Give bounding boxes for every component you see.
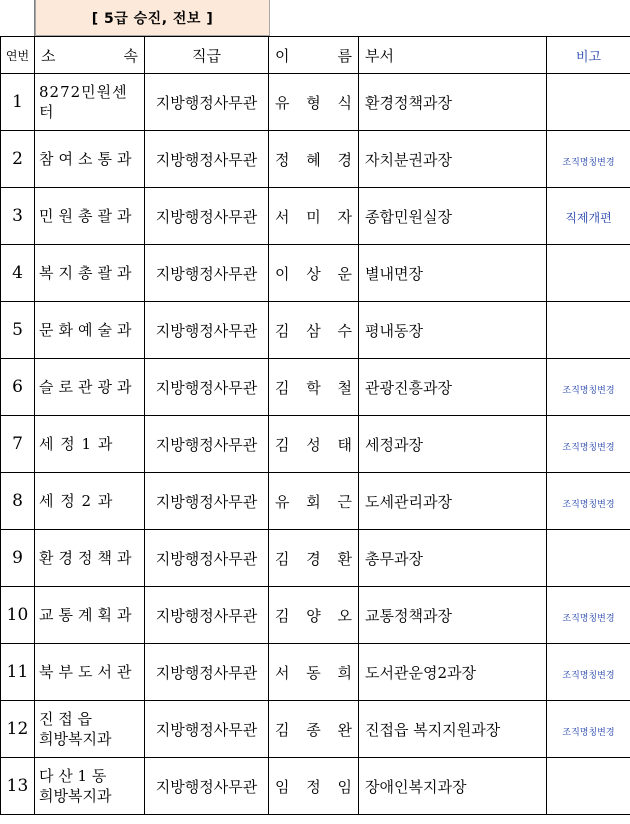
row-dept-text: 슬로관광과 — [39, 378, 137, 396]
row-name-text: 서 동 희 — [275, 663, 353, 682]
row-rank: 지방행정사무관 — [145, 644, 269, 701]
row-name — [269, 758, 359, 815]
row-note — [547, 74, 630, 131]
header-note: 비고 — [547, 37, 630, 74]
header-dept-a: 소 — [41, 46, 56, 65]
row-name-text: 유 회 근 — [275, 492, 353, 511]
row-name — [269, 416, 359, 473]
row-dept — [35, 416, 145, 473]
row-name-text: 김 성 태 — [275, 435, 353, 454]
personnel-table — [0, 36, 630, 815]
row-name-text: 김 학 철 — [275, 378, 353, 397]
row-dept — [35, 359, 145, 416]
row-name — [269, 245, 359, 302]
row-no: 13 — [1, 758, 35, 815]
row-no: 4 — [1, 245, 35, 302]
page-title: [ 5급 승진, 전보 ] — [35, 0, 270, 36]
row-dept-text: 세 정 2 과 — [39, 492, 114, 510]
table-row — [1, 245, 630, 302]
row-dept-text: 8272민원센터 — [39, 83, 128, 121]
row-rank: 지방행정사무관 — [145, 359, 269, 416]
row-name — [269, 302, 359, 359]
row-rank: 지방행정사무관 — [145, 587, 269, 644]
row-note-text: 조직명칭변경 — [562, 727, 615, 738]
row-division: 별내면장 — [359, 245, 547, 302]
title-row — [0, 0, 630, 36]
row-division: 교통정책과장 — [359, 587, 547, 644]
header-rank: 직급 — [145, 37, 269, 74]
row-note — [547, 644, 630, 701]
row-dept-line2: 희방복지과 — [39, 787, 112, 805]
table-row — [1, 302, 630, 359]
row-dept — [35, 188, 145, 245]
row-division: 장애인복지과장 — [359, 758, 547, 815]
row-name-text: 유 형 식 — [275, 93, 353, 112]
row-name-text: 김 종 완 — [275, 720, 353, 739]
table-row — [1, 701, 630, 758]
row-name — [269, 188, 359, 245]
row-note — [547, 302, 630, 359]
row-dept-line1: 다 산 1 동 — [39, 767, 107, 785]
row-rank: 지방행정사무관 — [145, 416, 269, 473]
row-note — [547, 359, 630, 416]
row-name-text: 김 삼 수 — [275, 321, 353, 340]
row-dept — [35, 530, 145, 587]
row-division: 세정과장 — [359, 416, 547, 473]
row-dept — [35, 644, 145, 701]
row-note-text: 조직명칭변경 — [562, 613, 615, 624]
row-no: 1 — [1, 74, 35, 131]
row-dept-text: 환경정책과 — [39, 549, 137, 567]
row-name — [269, 644, 359, 701]
row-note — [547, 131, 630, 188]
header-dept-b: 속 — [123, 46, 138, 65]
header-name-b: 름 — [337, 46, 352, 65]
row-note-text: 조직명칭변경 — [562, 670, 615, 681]
row-rank: 지방행정사무관 — [145, 302, 269, 359]
row-name — [269, 359, 359, 416]
row-no: 10 — [1, 587, 35, 644]
row-dept — [35, 245, 145, 302]
row-note-text: 직제개편 — [565, 210, 612, 225]
row-dept-text: 복지총괄과 — [39, 264, 137, 282]
row-note-text: 조직명칭변경 — [562, 385, 615, 396]
table-row — [1, 758, 630, 815]
row-dept-text: 민원총괄과 — [39, 207, 137, 225]
table-row — [1, 473, 630, 530]
row-note-text: 조직명칭변경 — [562, 499, 615, 510]
row-rank: 지방행정사무관 — [145, 74, 269, 131]
row-no: 11 — [1, 644, 35, 701]
header-row — [1, 37, 630, 74]
row-division: 진접읍 복지지원과장 — [359, 701, 547, 758]
row-dept-text: 문화예술과 — [39, 321, 137, 339]
row-name-text: 김 양 오 — [275, 606, 353, 625]
row-name-text: 임 정 임 — [275, 777, 353, 796]
table-row — [1, 131, 630, 188]
row-rank: 지방행정사무관 — [145, 473, 269, 530]
row-division: 도세관리과장 — [359, 473, 547, 530]
table-row — [1, 359, 630, 416]
row-no: 12 — [1, 701, 35, 758]
row-dept — [35, 473, 145, 530]
header-division: 부서 — [359, 37, 547, 74]
row-name — [269, 530, 359, 587]
row-name-text: 서 미 자 — [275, 207, 353, 226]
header-name-a: 이 — [275, 46, 290, 65]
row-note — [547, 188, 630, 245]
row-name — [269, 587, 359, 644]
row-dept-text: 참여소통과 — [39, 150, 137, 168]
row-rank: 지방행정사무관 — [145, 758, 269, 815]
row-note — [547, 245, 630, 302]
row-note-text: 조직명칭변경 — [562, 157, 615, 168]
row-name — [269, 131, 359, 188]
row-dept — [35, 131, 145, 188]
header-no: 연번 — [1, 37, 35, 74]
row-name-text: 이 상 운 — [275, 264, 353, 283]
row-dept — [35, 587, 145, 644]
row-no: 8 — [1, 473, 35, 530]
row-note — [547, 416, 630, 473]
row-dept-text: 교통계획과 — [39, 606, 137, 624]
row-division: 도서관운영2과장 — [359, 644, 547, 701]
table-row — [1, 644, 630, 701]
row-rank: 지방행정사무관 — [145, 245, 269, 302]
row-rank: 지방행정사무관 — [145, 530, 269, 587]
row-rank: 지방행정사무관 — [145, 131, 269, 188]
row-name — [269, 74, 359, 131]
row-division: 총무과장 — [359, 530, 547, 587]
header-dept — [35, 37, 145, 74]
row-division: 자치분권과장 — [359, 131, 547, 188]
row-no: 3 — [1, 188, 35, 245]
row-name-text: 김 경 환 — [275, 549, 353, 568]
table-row — [1, 188, 630, 245]
row-dept — [35, 302, 145, 359]
row-no: 5 — [1, 302, 35, 359]
table-row — [1, 530, 630, 587]
row-dept-text: 북부도서관 — [39, 663, 137, 681]
table-row — [1, 74, 630, 131]
row-dept — [35, 74, 145, 131]
row-note-text: 조직명칭변경 — [562, 442, 615, 453]
row-dept — [35, 758, 145, 815]
header-name — [269, 37, 359, 74]
row-note — [547, 530, 630, 587]
row-no: 7 — [1, 416, 35, 473]
row-division: 평내동장 — [359, 302, 547, 359]
row-division: 관광진흥과장 — [359, 359, 547, 416]
row-dept-line1: 진 접 읍 — [39, 710, 93, 728]
row-dept-line2: 희방복지과 — [39, 730, 112, 748]
row-division: 종합민원실장 — [359, 188, 547, 245]
title-blank-cell — [0, 0, 35, 36]
row-no: 9 — [1, 530, 35, 587]
row-name-text: 정 혜 경 — [275, 150, 353, 169]
row-division: 환경정책과장 — [359, 74, 547, 131]
row-dept-text: 세 정 1 과 — [39, 435, 114, 453]
row-note — [547, 758, 630, 815]
row-note — [547, 473, 630, 530]
row-rank: 지방행정사무관 — [145, 701, 269, 758]
row-name — [269, 473, 359, 530]
row-note — [547, 701, 630, 758]
row-no: 2 — [1, 131, 35, 188]
row-name — [269, 701, 359, 758]
row-no: 6 — [1, 359, 35, 416]
row-note — [547, 587, 630, 644]
table-row — [1, 416, 630, 473]
row-dept — [35, 701, 145, 758]
row-rank: 지방행정사무관 — [145, 188, 269, 245]
table-row — [1, 587, 630, 644]
